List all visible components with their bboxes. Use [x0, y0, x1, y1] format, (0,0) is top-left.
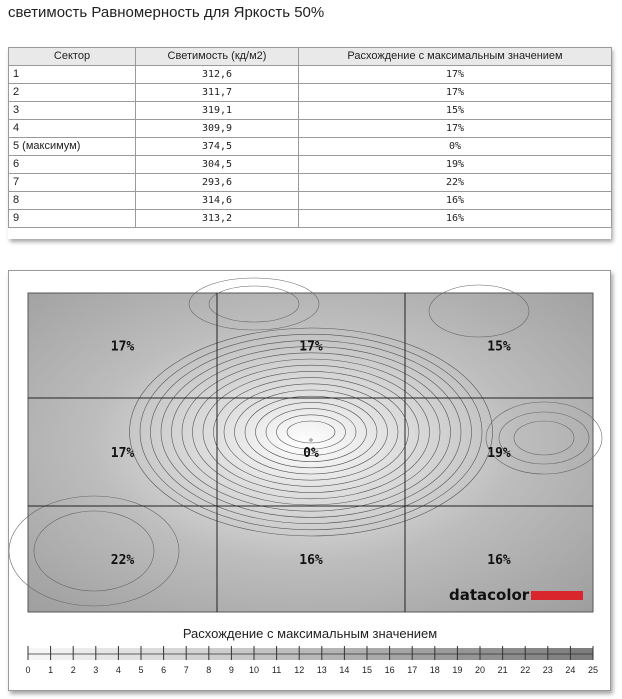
legend-tick-label: 23 — [542, 665, 553, 675]
legend-tick-label: 22 — [520, 665, 531, 675]
legend-tick-label: 6 — [161, 665, 167, 675]
table-header-row — [9, 48, 612, 66]
cell-luminance: 304,5 — [136, 156, 299, 174]
cell-label: 16% — [299, 553, 323, 568]
uniformity-figure — [8, 270, 611, 691]
cell-sector: 4 — [9, 120, 136, 138]
legend-tick-label: 21 — [497, 665, 508, 675]
legend-tick-label: 19 — [452, 665, 463, 675]
cell-luminance: 312,6 — [136, 66, 299, 84]
table-row — [9, 156, 612, 174]
table-row — [9, 120, 612, 138]
table-row — [9, 174, 612, 192]
cell-label: 17% — [299, 339, 323, 355]
header-deviation: Расхождение с максимальным значением — [299, 48, 612, 66]
legend-tick-label: 17 — [407, 665, 418, 675]
legend-tick-label: 12 — [294, 665, 305, 675]
legend-tick-label: 11 — [271, 665, 282, 675]
cell-label: 17% — [110, 446, 135, 461]
legend-tick-label: 0 — [25, 665, 31, 675]
cell-label: 17% — [110, 339, 135, 355]
legend-tick-label: 10 — [248, 665, 260, 675]
cell-sector: 8 — [9, 192, 136, 210]
cell-label: 15% — [487, 339, 511, 355]
luminance-table — [8, 47, 612, 228]
brand-text: datacolor — [449, 586, 530, 604]
cell-deviation: 16% — [299, 210, 612, 228]
cell-luminance: 311,7 — [136, 84, 299, 102]
legend-tick-label: 20 — [474, 665, 486, 675]
legend-scale — [25, 646, 598, 675]
legend-tick-label: 4 — [115, 665, 121, 675]
legend-tick-label: 9 — [228, 665, 234, 675]
table-row — [9, 102, 612, 120]
cell-sector: 7 — [9, 174, 136, 192]
header-luminance: Светимость (кд/м2) — [136, 48, 299, 66]
legend-tick-label: 1 — [48, 665, 54, 675]
cell-deviation: 19% — [299, 156, 612, 174]
cell-label: 0% — [303, 446, 319, 461]
brand-red-bar — [531, 591, 583, 600]
cell-sector: 1 — [9, 66, 136, 84]
cell-luminance: 309,9 — [136, 120, 299, 138]
cell-luminance: 319,1 — [136, 102, 299, 120]
cell-label: 19% — [487, 446, 511, 461]
uniformity-heatmap — [9, 271, 610, 690]
cell-luminance: 293,6 — [136, 174, 299, 192]
legend-tick-label: 13 — [316, 665, 327, 675]
legend-tick-label: 25 — [587, 665, 599, 675]
cell-deviation: 17% — [299, 84, 612, 102]
table-row — [9, 66, 612, 84]
cell-sector: 5 (максимум) — [9, 138, 136, 156]
cell-deviation: 17% — [299, 120, 612, 138]
cell-deviation: 0% — [299, 138, 612, 156]
cell-label: 22% — [110, 553, 135, 568]
legend-tick-label: 15 — [361, 665, 373, 675]
cell-luminance: 374,5 — [136, 138, 299, 156]
table-row — [9, 138, 612, 156]
header-sector: Сектор — [9, 48, 136, 66]
legend-tick-label: 2 — [70, 665, 76, 675]
cell-deviation: 22% — [299, 174, 612, 192]
cell-sector: 3 — [9, 102, 136, 120]
cell-luminance: 313,2 — [136, 210, 299, 228]
legend-tick-label: 14 — [339, 665, 350, 675]
cell-sector: 9 — [9, 210, 136, 228]
page-title: светимость Равномерность для Яркость 50% — [8, 4, 325, 21]
cell-label: 16% — [487, 553, 511, 568]
table-row — [9, 210, 612, 228]
legend-title: Расхождение с максимальным значением — [182, 626, 438, 641]
legend-tick-label: 24 — [565, 665, 576, 675]
table-row — [9, 192, 612, 210]
legend-tick-label: 18 — [429, 665, 440, 675]
cell-luminance: 314,6 — [136, 192, 299, 210]
luminance-table-container — [8, 47, 611, 239]
legend-tick-label: 7 — [183, 665, 189, 675]
cell-sector: 6 — [9, 156, 136, 174]
cell-sector: 2 — [9, 84, 136, 102]
legend-tick-label: 8 — [206, 665, 212, 675]
cell-deviation: 16% — [299, 192, 612, 210]
legend-tick-label: 16 — [384, 665, 395, 675]
cell-deviation: 17% — [299, 66, 612, 84]
table-row — [9, 84, 612, 102]
legend-tick-label: 3 — [93, 665, 99, 675]
cell-deviation: 15% — [299, 102, 612, 120]
legend-tick-label: 5 — [138, 665, 144, 675]
